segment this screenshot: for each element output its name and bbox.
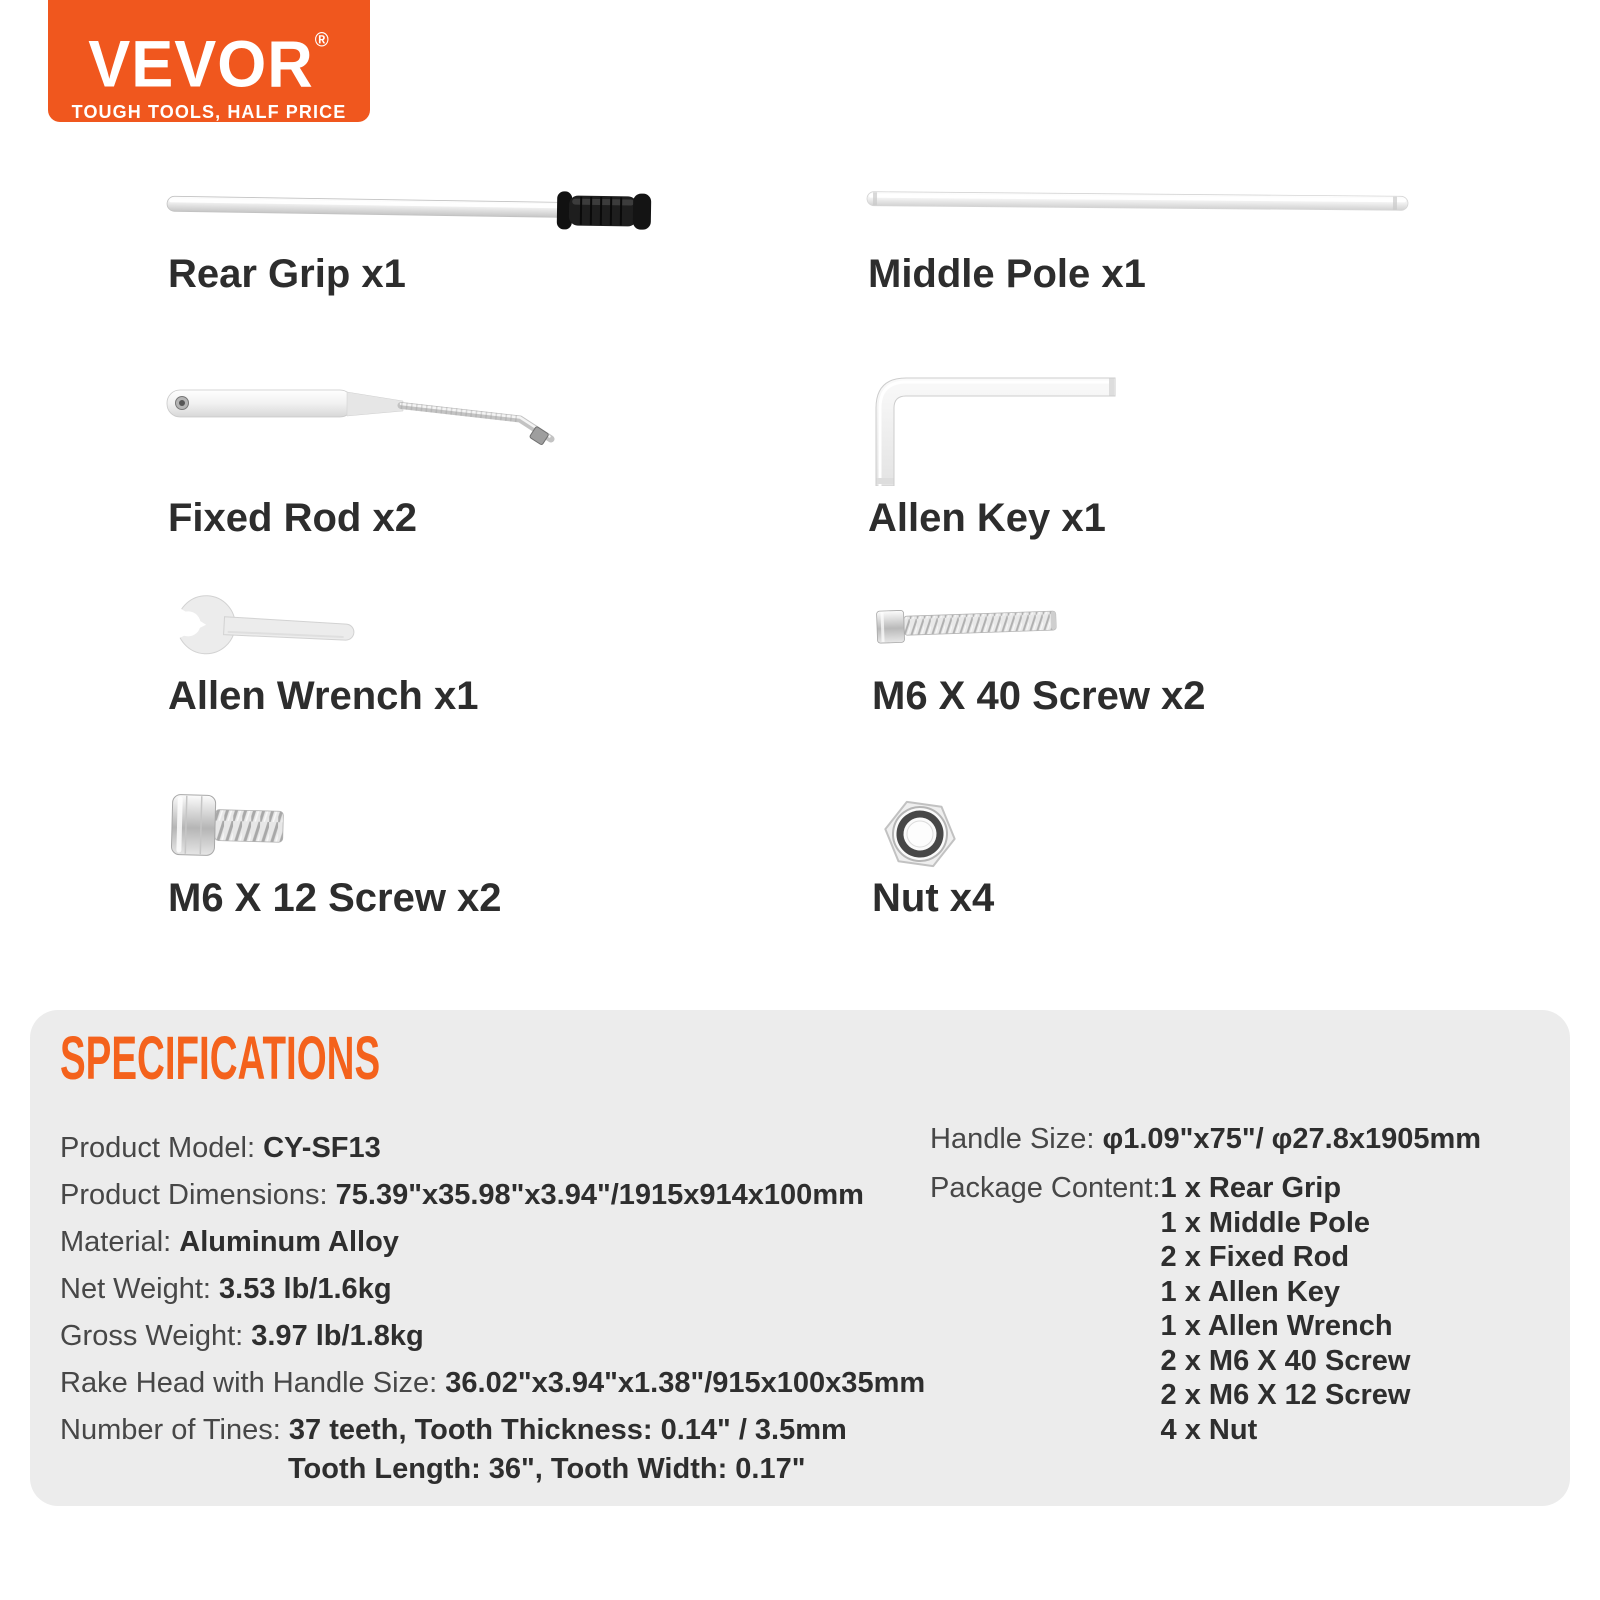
part-label-allen-wrench: Allen Wrench x1 xyxy=(168,674,479,718)
spec-value: Aluminum Alloy xyxy=(179,1226,399,1258)
allen-key-image xyxy=(862,362,1117,491)
part-label-middle-pole: Middle Pole x1 xyxy=(868,252,1146,296)
package-item: 1 x Allen Key xyxy=(1160,1275,1340,1308)
spec-value: 75.39"x35.98"x3.94"/1915x914x100mm xyxy=(335,1179,864,1211)
spec-row-material xyxy=(60,1227,920,1258)
specifications-title: SPECIFICATIONS xyxy=(60,1023,381,1093)
spec-row-gross-weight xyxy=(60,1321,920,1352)
spec-row-handle-size xyxy=(930,1124,1550,1155)
m6-x-12-screw-image xyxy=(170,790,295,869)
part-label-fixed-rod: Fixed Rod x2 xyxy=(168,496,417,540)
brand-name xyxy=(88,8,330,102)
vevor-logo xyxy=(48,0,370,122)
package-item: 2 x Fixed Rod xyxy=(1160,1241,1350,1273)
specifications-left-column xyxy=(60,1132,926,1485)
package-item: 1 x Rear Grip xyxy=(1160,1172,1342,1204)
brand-tagline: TOUGH TOOLS, HALF PRICE xyxy=(71,102,347,122)
rear-grip-image xyxy=(165,180,655,245)
spec-row-product-model xyxy=(60,1133,920,1164)
fixed-rod-image xyxy=(165,372,570,472)
spec-row-product-dimensions xyxy=(60,1180,920,1211)
allen-wrench-image xyxy=(168,588,368,673)
spec-value: CY-SF13 xyxy=(263,1132,381,1164)
spec-label: Product Model: xyxy=(60,1132,264,1164)
spec-label: Gross Weight: xyxy=(60,1320,252,1352)
spec-value: φ1.09"x75"/ φ27.8x1905mm xyxy=(1102,1123,1482,1155)
package-item: 2 x M6 X 12 Screw xyxy=(1160,1379,1411,1411)
spec-value: Tooth Length: 36", Tooth Width: 0.17" xyxy=(288,1453,806,1485)
spec-value: 37 teeth, Tooth Thickness: 0.14" / 3.5mm xyxy=(288,1414,847,1446)
spec-label: Handle Size: xyxy=(930,1123,1103,1155)
spec-value: 3.97 lb/1.8kg xyxy=(251,1320,424,1352)
part-label-nut: Nut x4 xyxy=(872,876,995,920)
part-label-rear-grip: Rear Grip x1 xyxy=(168,252,406,296)
spec-label: Number of Tines: xyxy=(60,1414,289,1446)
spec-row-net-weight xyxy=(60,1274,920,1305)
part-label-m6-x-40-screw: M6 X 40 Screw x2 xyxy=(872,674,1206,718)
spec-row-tooth-length xyxy=(60,1454,920,1485)
registered-trademark-icon: ® xyxy=(314,29,330,52)
spec-row-number-of-tines xyxy=(60,1415,920,1446)
spec-label: Product Dimensions: xyxy=(60,1179,336,1211)
spec-value: 36.02"x3.94"x1.38"/915x100x35mm xyxy=(445,1367,926,1399)
specifications-right-column xyxy=(930,1124,1550,1447)
middle-pole-image xyxy=(865,186,1410,221)
nut-image xyxy=(880,792,960,881)
package-item: 4 x Nut xyxy=(1160,1413,1258,1446)
spec-label: Package Content: xyxy=(930,1172,1161,1204)
spec-row-package-content xyxy=(930,1171,1550,1447)
package-item: 1 x Middle Pole xyxy=(1160,1206,1371,1239)
spec-label: Rake Head with Handle Size: xyxy=(60,1367,446,1399)
spec-label: Net Weight: xyxy=(60,1273,220,1305)
m6-x-40-screw-image xyxy=(875,598,1065,655)
package-item: 1 x Allen Wrench xyxy=(1160,1310,1393,1342)
spec-row-rake-head-size xyxy=(60,1367,926,1399)
spec-value: 3.53 lb/1.6kg xyxy=(219,1273,392,1305)
part-label-allen-key: Allen Key x1 xyxy=(868,496,1106,540)
package-item: 2 x M6 X 40 Screw xyxy=(1160,1344,1411,1377)
brand-name-text: VEVOR xyxy=(88,27,314,102)
spec-label: Material: xyxy=(60,1226,180,1258)
package-content-list xyxy=(1161,1171,1411,1447)
part-label-m6-x-12-screw: M6 X 12 Screw x2 xyxy=(168,876,502,920)
